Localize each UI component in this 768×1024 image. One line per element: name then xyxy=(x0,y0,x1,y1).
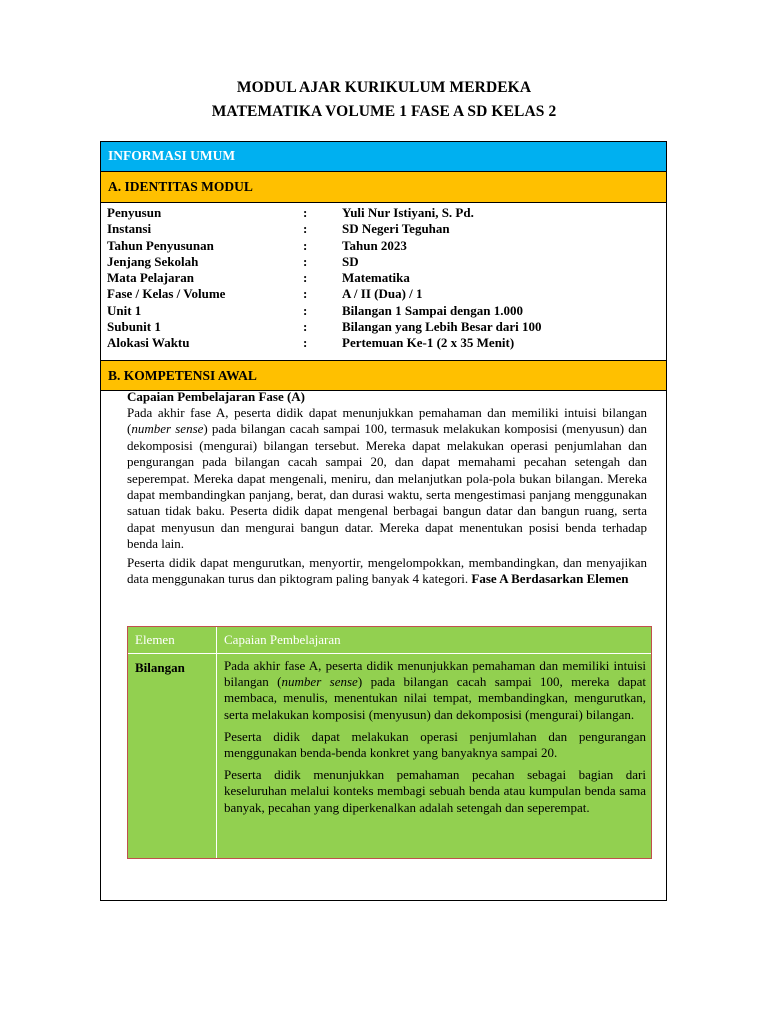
identity-row xyxy=(107,319,647,335)
capaian-paragraph-1: Pada akhir fase A, peserta didik dapat menunjukkan pemahaman dan memiliki intuisi bilangan (number sense) pada bilangan cacah sampai 100, termasuk melakukan komposisi (menyusun) dan dekomposisi (mengurai) bilangan tersebut. Mereka dapat melakukan operasi penjumlahan dan pengurangan pada bilangan cacah sampai 20, dan dapat memahami pecahan setengah dan seperempat. Mereka dapat mengenali, meniru, dan melanjutkan pola-pola bukan bilangan. Mereka dapat membandingkan panjang, berat, dan durasi waktu, serta mengestimasi panjang menggunakan satuan tidak baku. Peserta didik dapat mengenal berbagai bangun datar dan bangun ruang, serta dapat menyusun dan mengurai bangun datar. Mereka dapat menentukan posisi benda terhadap benda lain. xyxy=(127,405,647,552)
element-name-bilangan: Bilangan xyxy=(135,660,185,675)
module-frame xyxy=(100,141,667,901)
identity-value: Bilangan 1 Sampai dengan 1.000 xyxy=(342,302,523,318)
identity-value: A / II (Dua) / 1 xyxy=(342,286,423,302)
identity-value: Bilangan yang Lebih Besar dari 100 xyxy=(342,319,542,335)
identity-label: Jenjang Sekolah xyxy=(107,253,199,269)
identity-separator: : xyxy=(303,270,308,286)
identity-row xyxy=(107,205,647,221)
element-table-header xyxy=(128,627,651,654)
identity-label: Penyusun xyxy=(107,205,162,220)
identity-label: Alokasi Waktu xyxy=(107,335,190,351)
identity-label: Fase / Kelas / Volume xyxy=(107,286,226,302)
capaian-heading: Capaian Pembelajaran Fase (A) xyxy=(127,389,306,404)
identity-separator: : xyxy=(303,286,308,302)
section-kompetensi-awal: B. KOMPETENSI AWAL xyxy=(101,360,666,391)
identity-separator: : xyxy=(303,253,308,269)
element-table xyxy=(127,626,652,859)
identity-separator: : xyxy=(303,237,308,253)
identity-label: Subunit 1 xyxy=(107,319,161,335)
identity-row xyxy=(107,286,647,302)
identity-value: Tahun 2023 xyxy=(342,237,407,253)
identity-value: Yuli Nur Istiyani, S. Pd. xyxy=(342,205,474,220)
element-description xyxy=(224,658,646,822)
kompetensi-awal-body xyxy=(127,388,647,587)
document-title-line1: MODUL AJAR KURIKULUM MERDEKA xyxy=(236,79,532,96)
identity-label: Unit 1 xyxy=(107,302,142,318)
identity-separator: : xyxy=(303,302,308,318)
fase-elemen-heading: Fase A Berdasarkan Elemen xyxy=(471,571,629,587)
identity-label: Tahun Penyusunan xyxy=(107,237,214,253)
identity-list xyxy=(107,205,647,352)
element-paragraph: Peserta didik menunjukkan pemahaman pecahan sebagai bagian dari keseluruhan melalui konteks membagi sebuah benda atau kumpulan benda sama banyak, pecahan yang diperkenalkan adalah setengah dan seperempat. xyxy=(224,767,646,815)
identity-row xyxy=(107,303,647,319)
identity-label: Mata Pelajaran xyxy=(107,270,195,286)
identity-value: Matematika xyxy=(342,270,410,286)
identity-separator: : xyxy=(303,205,308,220)
identity-label: Instansi xyxy=(107,221,152,237)
identity-separator: : xyxy=(303,319,308,335)
identity-value: SD Negeri Teguhan xyxy=(342,221,450,237)
document-title-line2: MATEMATIKA VOLUME 1 FASE A SD KELAS 2 xyxy=(211,103,557,120)
section-identitas-modul: A. IDENTITAS MODUL xyxy=(101,172,666,203)
capaian-paragraph-2: Peserta didik dapat mengurutkan, menyortir, mengelompokkan, membandingkan, dan menyajikan data menggunakan turus dan piktogram paling banyak 4 kategori. Fase A Berdasarkan Elemen xyxy=(127,554,647,587)
column-divider xyxy=(216,627,217,858)
element-paragraph: Peserta didik dapat melakukan operasi penjumlahan dan pengurangan menggunakan benda-benda konkret yang banyaknya sampai 20. xyxy=(224,728,646,761)
identity-value: Pertemuan Ke-1 (2 x 35 Menit) xyxy=(342,335,515,351)
identity-separator: : xyxy=(303,221,308,237)
identity-row xyxy=(107,270,647,286)
identity-row xyxy=(107,254,647,270)
identity-separator: : xyxy=(303,335,308,351)
element-paragraph: Pada akhir fase A, peserta didik menunjukkan pemahaman dan memiliki intuisi bilangan (number sense) pada bilangan cacah sampai 100, mereka dapat membaca, menulis, menentukan nilai tempat, membandingkan, mengurutkan, serta melakukan komposisi (menyusun) dan dekomposisi (mengurai) bilangan. xyxy=(224,658,646,722)
identity-row xyxy=(107,221,647,237)
identity-row xyxy=(107,335,647,351)
section-informasi-umum: INFORMASI UMUM xyxy=(101,142,666,172)
column-header-capaian: Capaian Pembelajaran xyxy=(224,632,341,647)
identity-value: SD xyxy=(342,253,359,269)
column-header-elemen: Elemen xyxy=(135,632,175,647)
identity-row xyxy=(107,238,647,254)
